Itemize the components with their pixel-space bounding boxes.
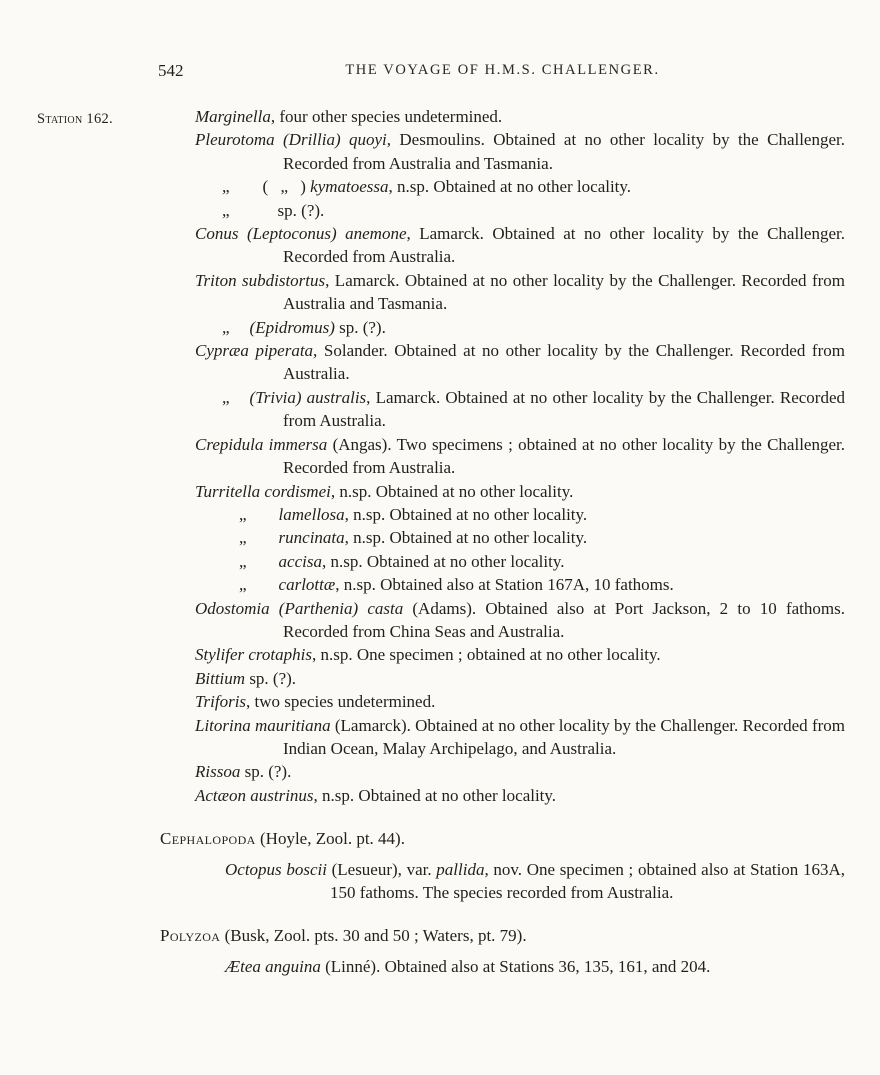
- ditto-mark: „: [222, 317, 230, 337]
- species-entry: [195, 105, 845, 128]
- section-heading-name: Cephalopoda: [160, 829, 256, 849]
- section-cephalopoda: [160, 827, 845, 904]
- entry-text: (Adams). Obtained also at Port Jackson, 2 to 10 fathoms. Recorded from China Seas and Australia.: [283, 598, 845, 641]
- species-list: [160, 105, 845, 807]
- entry-text: , n.sp. Obtained at no other locality.: [344, 528, 588, 548]
- entry-text: , two species undetermined.: [246, 692, 436, 712]
- species-entry: [225, 858, 845, 905]
- species-name: Actæon austrinus: [195, 785, 314, 805]
- section-heading: [160, 924, 845, 947]
- section-entries: [160, 858, 845, 905]
- running-head: THE VOYAGE OF H.M.S. CHALLENGER.: [345, 62, 660, 78]
- species-entry: [195, 550, 845, 573]
- species-entry: [195, 643, 845, 666]
- section-heading-citation: (Busk, Zool. pts. 30 and 50 ; Waters, pt. 79).: [220, 926, 527, 946]
- species-entry: [195, 690, 845, 713]
- entry-text: (Lesueur), var.: [326, 859, 437, 879]
- species-name: Octopus boscii: [225, 859, 327, 879]
- species-name: carlottæ: [278, 575, 336, 595]
- entry-text: , four other species undetermined.: [270, 107, 503, 126]
- entry-text: , nov. One specimen ; obtained also at Station 163A, 150 fathoms. The species recorded from Australia.: [330, 859, 845, 902]
- species-entry: [195, 503, 845, 526]
- species-name: Litorina mauritiana: [195, 715, 331, 735]
- page-number: 542: [158, 61, 184, 80]
- species-entry: [195, 573, 845, 596]
- species-name: (Epidromus): [249, 317, 335, 337]
- species-name: Triton subdistortus: [195, 270, 326, 290]
- species-entry: [195, 269, 845, 316]
- species-name: Marginella: [195, 107, 271, 126]
- species-entry: [195, 339, 845, 386]
- section-heading-citation: (Hoyle, Zool. pt. 44).: [255, 829, 405, 849]
- species-entry: [195, 386, 845, 433]
- species-entry: [195, 480, 845, 503]
- entry-text: (Lamarck). Obtained at no other locality by the Challenger. Recorded from Indian Ocean, Malay Archipelago, and Australia.: [283, 715, 845, 758]
- entry-text: , Desmoulins. Obtained at no other locality by the Challenger. Recorded from Australia and Tasmania.: [283, 130, 845, 173]
- entry-text: , n.sp. One specimen ; obtained at no other locality.: [311, 645, 661, 665]
- species-name: Stylifer crotaphis: [195, 645, 312, 665]
- species-name: Cypræa piperata: [195, 341, 314, 361]
- entry-text: , n.sp. Obtained also at Station 167A, 10 fathoms.: [335, 575, 674, 595]
- species-name: Rissoa: [195, 762, 241, 782]
- station-margin-note: Station 162.: [37, 111, 113, 127]
- species-entry: [195, 199, 845, 222]
- entry-text: , Lamarck. Obtained at no other locality by the Challenger. Recorded from Australia.: [283, 224, 845, 267]
- page-body: [160, 105, 845, 978]
- entry-text: , n.sp. Obtained at no other locality.: [388, 177, 632, 197]
- ditto-mark: „: [239, 504, 247, 524]
- ditto-mark: „: [222, 200, 230, 220]
- entry-text: , n.sp. Obtained at no other locality.: [344, 504, 588, 524]
- species-entry: [195, 784, 845, 807]
- entry-text: , n.sp. Obtained at no other locality.: [313, 785, 557, 805]
- entry-text: ( „ ): [262, 177, 306, 197]
- species-name: Bittium: [195, 668, 246, 688]
- entry-text: , Lamarck. Obtained at no other locality by the Challenger. Recorded from Australia.: [283, 387, 845, 431]
- ditto-mark: „: [222, 177, 230, 197]
- species-entry: [195, 175, 845, 198]
- ditto-mark: „: [239, 575, 247, 595]
- species-name: Triforis: [195, 692, 247, 712]
- ditto-mark: „: [222, 387, 230, 407]
- species-entry: [195, 433, 845, 480]
- entry-text: , n.sp. Obtained at no other locality.: [330, 481, 574, 501]
- species-name: Odostomia (Parthenia) casta: [195, 598, 404, 618]
- entry-text: (Angas). Two specimens ; obtained at no other locality by the Challenger. Recorded from Australia.: [283, 434, 845, 478]
- species-entry: [225, 955, 845, 978]
- section-heading-name: Polyzoa: [160, 926, 221, 946]
- species-entry: [195, 128, 845, 175]
- entry-text: sp. (?).: [277, 200, 325, 220]
- species-name: Pleurotoma (Drillia) quoyi: [195, 130, 387, 150]
- section-polyzoa: [160, 924, 845, 978]
- species-entry: [195, 222, 845, 269]
- entry-text: , Solander. Obtained at no other locality by the Challenger. Recorded from Australia.: [283, 341, 845, 384]
- entry-text: (Linné). Obtained also at Stations 36, 135, 161, and 204.: [320, 956, 711, 976]
- species-name: (Trivia) australis: [249, 387, 367, 407]
- entry-text: sp. (?).: [334, 317, 386, 337]
- section-entries: [160, 955, 845, 978]
- species-entry: [195, 526, 845, 549]
- species-name: lamellosa: [278, 504, 345, 524]
- entry-text: sp. (?).: [240, 762, 292, 782]
- species-name: Conus (Leptoconus) anemone: [195, 224, 407, 244]
- species-name: Crepidula immersa: [195, 434, 328, 454]
- species-entry: [195, 316, 845, 339]
- species-name: Ætea anguina: [225, 956, 321, 976]
- section-heading: [160, 827, 845, 850]
- species-entry: [195, 667, 845, 690]
- species-name: accisa: [278, 551, 322, 571]
- ditto-mark: „: [239, 528, 247, 548]
- entry-text: sp. (?).: [245, 668, 297, 688]
- species-name: runcinata: [278, 528, 345, 548]
- species-name: pallida: [436, 859, 485, 879]
- species-name: kymatoessa: [305, 177, 389, 197]
- entry-text: , Lamarck. Obtained at no other locality by the Challenger. Recorded from Australia and Tasmania.: [283, 270, 845, 314]
- ditto-mark: „: [239, 551, 247, 571]
- entry-text: , n.sp. Obtained at no other locality.: [321, 551, 565, 571]
- species-entry: [195, 760, 845, 783]
- species-entry: [195, 597, 845, 644]
- species-entry: [195, 714, 845, 761]
- species-name: Turritella cordismei: [195, 481, 331, 501]
